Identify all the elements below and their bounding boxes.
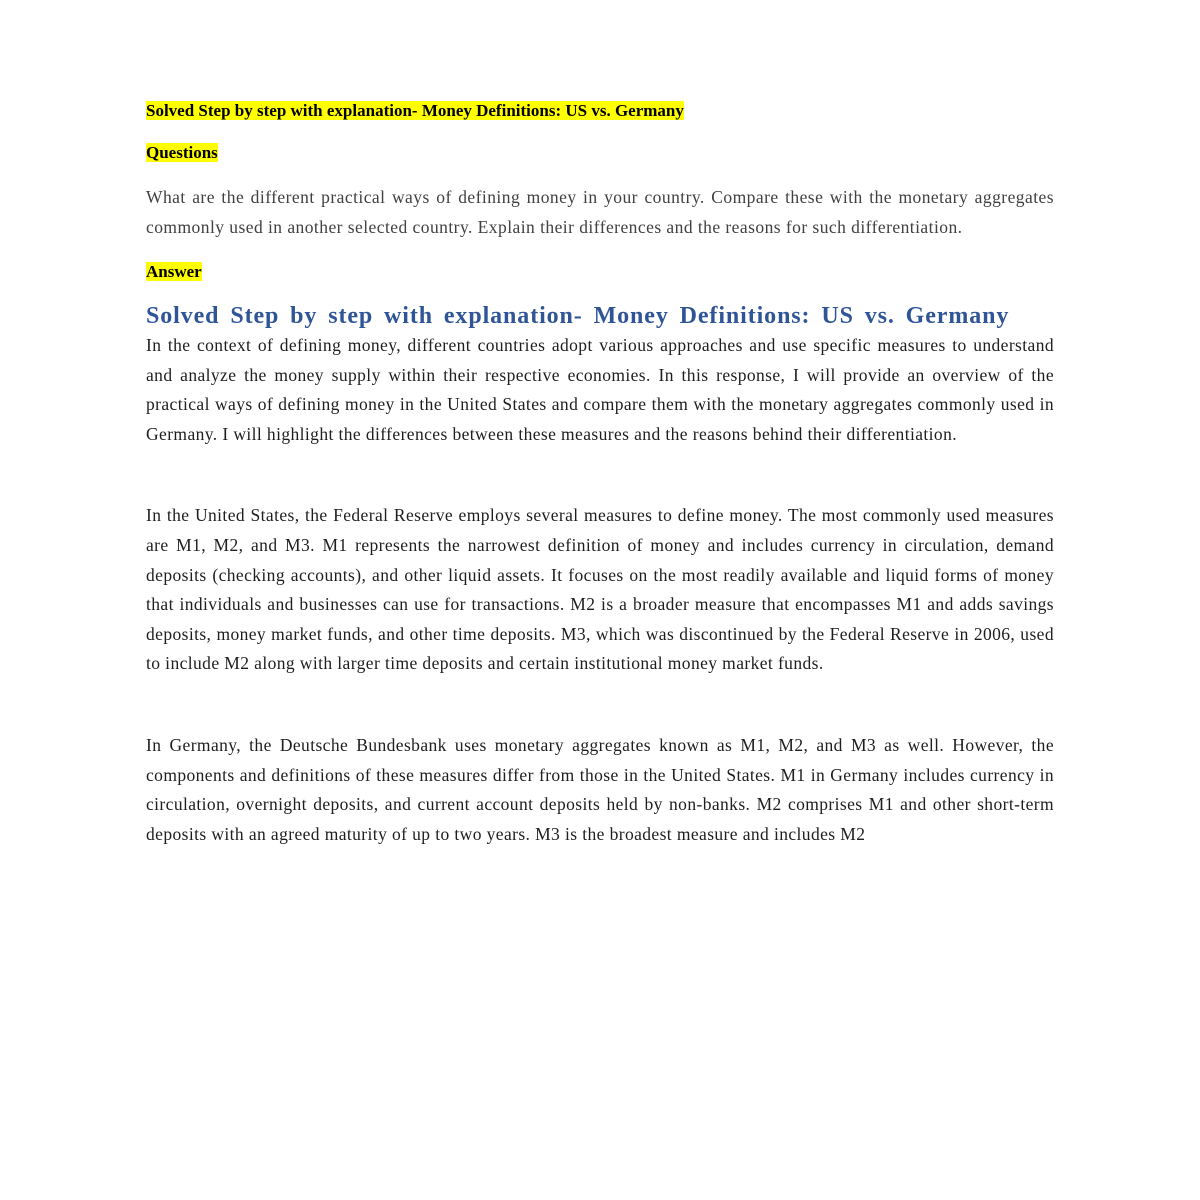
highlighted-title: Solved Step by step with explanation- Money Definitions: US vs. Germany bbox=[146, 101, 684, 120]
document-page bbox=[146, 100, 1054, 849]
answer-label-line bbox=[146, 261, 1054, 283]
questions-label-line bbox=[146, 142, 1054, 164]
question-text: What are the different practical ways of defining money in your country. Compare these with the monetary aggregates commonly used in another selected country. Explain their differences and the reasons for such differentiation. bbox=[146, 187, 1054, 237]
highlighted-title-line bbox=[146, 100, 1054, 122]
paragraph-us-measures: In the United States, the Federal Reserve employs several measures to define money. The most commonly used measures are M1, M2, and M3. M1 represents the narrowest definition of money and includes currency in circulation, demand deposits (checking accounts), and other liquid assets. It focuses on the most readily available and liquid forms of money that individuals and businesses can use for transactions. M2 is a broader measure that encompasses M1 and adds savings deposits, money market funds, and other time deposits. M3, which was discontinued by the Federal Reserve in 2006, used to include M2 along with larger time deposits and certain institutional money market funds. bbox=[146, 505, 1054, 674]
questions-label: Questions bbox=[146, 143, 218, 162]
answer-heading: Solved Step by step with explanation- Money Definitions: US vs. Germany bbox=[146, 303, 1010, 329]
paragraph-germany-measures: In Germany, the Deutsche Bundesbank uses monetary aggregates known as M1, M2, and M3 as well. However, the components and definitions of these measures differ from those in the United States. M1 in Germany includes currency in circulation, overnight deposits, and current account deposits held by non-banks. M2 comprises M1 and other short-term deposits with an agreed maturity of up to two years. M3 is the broadest measure and includes M2 bbox=[146, 734, 1054, 844]
paragraph-intro: In the context of defining money, different countries adopt various approaches and use specific measures to understand and analyze the money supply within their respective economies. In this response, I will provide an overview of the practical ways of defining money in the United States and compare them with the monetary aggregates commonly used in Germany. I will highlight the differences between these measures and the reasons behind their differentiation. bbox=[146, 335, 1054, 444]
answer-label: Answer bbox=[146, 262, 202, 281]
